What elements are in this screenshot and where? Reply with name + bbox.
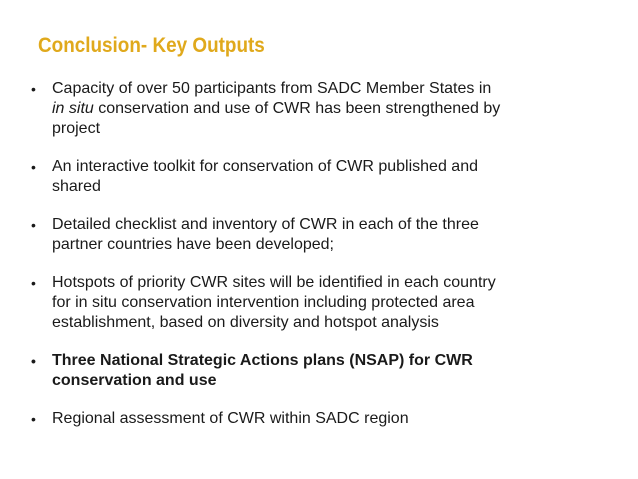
bullet-line: project: [52, 120, 101, 137]
bullet-nsap: [0, 351, 638, 391]
bullet-checklist: [0, 215, 638, 255]
italic-phrase: in situ: [52, 100, 94, 117]
bullet-line: Detailed checklist and inventory of CWR in each of the three: [52, 216, 479, 233]
bullet-capacity: [0, 79, 638, 139]
bullet-regional-assessment: [0, 409, 638, 429]
bullet-line: [52, 99, 618, 119]
slide-title: Conclusion- Key Outputs: [38, 34, 265, 57]
bullet-line: Three National Strategic Actions plans (NSAP) for CWR: [52, 352, 473, 369]
bullet-icon: •: [31, 217, 36, 233]
bullet-line: An interactive toolkit for conservation of CWR published and: [52, 158, 478, 175]
bullet-line: for in situ conservation intervention including protected area: [52, 294, 475, 311]
bullet-line: Hotspots of priority CWR sites will be identified in each country: [52, 274, 496, 291]
bullet-toolkit: [0, 157, 638, 197]
bullet-icon: •: [31, 159, 36, 175]
bullet-line: establishment, based on diversity and hotspot analysis: [52, 314, 439, 331]
bullet-icon: •: [31, 411, 36, 427]
bullet-icon: •: [31, 353, 36, 369]
bullet-line: partner countries have been developed;: [52, 236, 334, 253]
bullet-line: conservation and use: [52, 372, 217, 389]
bullet-line: Capacity of over 50 participants from SADC Member States in: [52, 80, 492, 97]
bullet-icon: •: [31, 81, 36, 97]
bullet-line-text: conservation and use of CWR has been strengthened by: [98, 100, 501, 117]
bullet-list: [0, 79, 638, 447]
bullet-icon: •: [31, 275, 36, 291]
bullet-line: Regional assessment of CWR within SADC region: [52, 410, 409, 427]
bullet-hotspots: [0, 273, 638, 333]
bullet-line: shared: [52, 178, 101, 195]
